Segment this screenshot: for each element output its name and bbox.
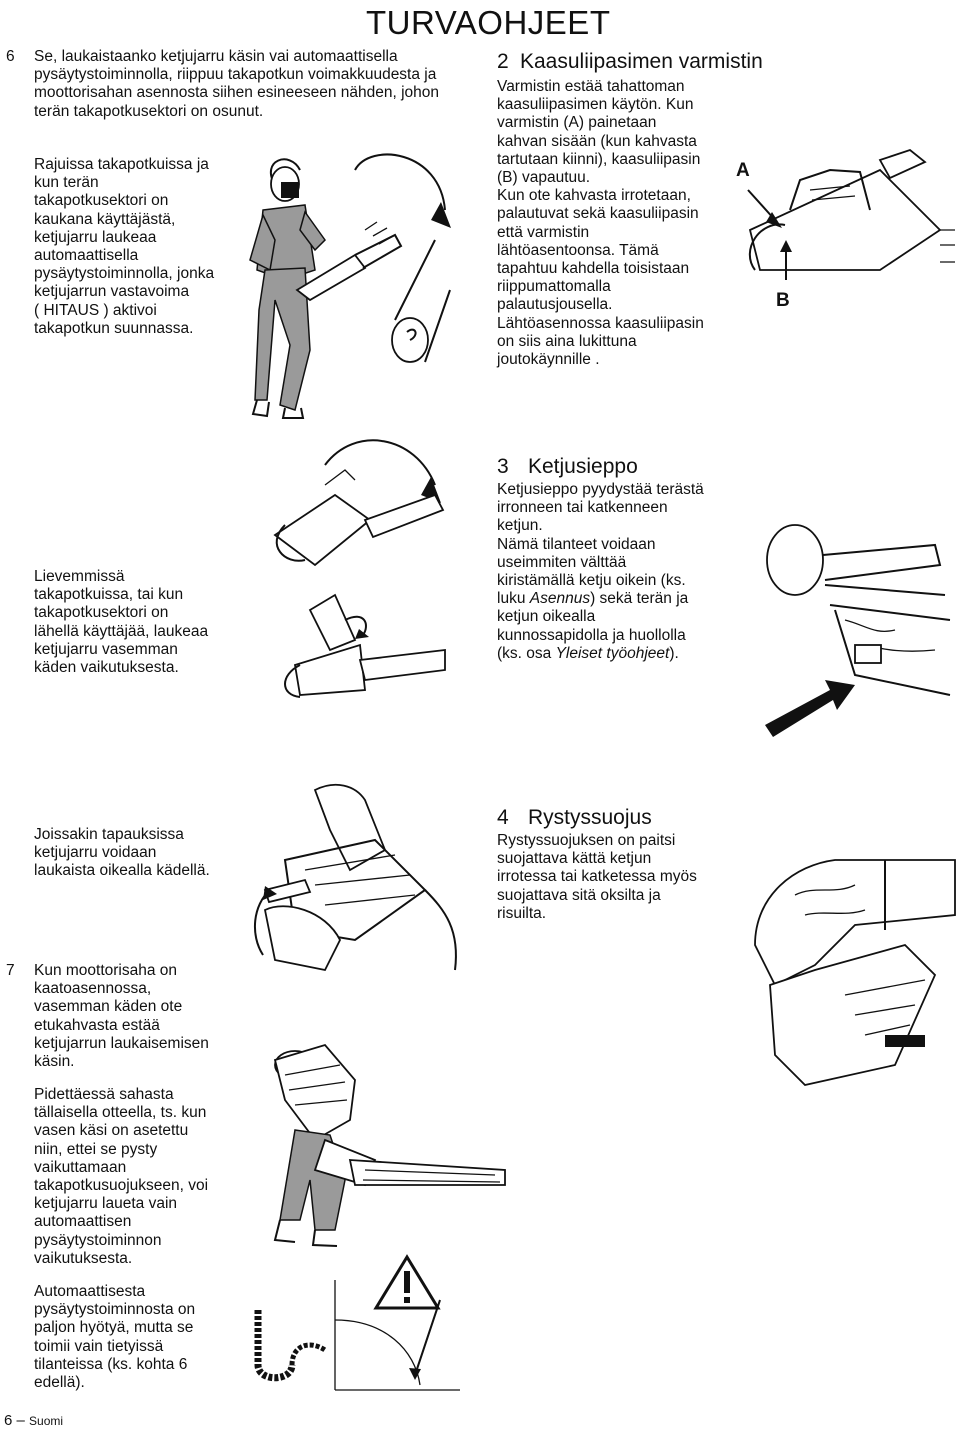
section-3-number: 3 <box>497 455 509 478</box>
chain-catcher-illustration <box>745 525 950 745</box>
page-number: 6 <box>4 1412 13 1429</box>
section-3-text-end: ). <box>669 644 679 662</box>
section-2-title: Kaasuliipasimen varmistin <box>520 50 763 73</box>
section-4-title: Rystyssuojus <box>528 806 652 829</box>
throttle-lockout-illustration <box>730 150 955 320</box>
section-2-text: Varmistin estää tahattoman kaasuliipasimen käytön. Kun varmistin (A) painetaan kahvan sisään (kun kahvasta tartutaan kiinni), kaasuliipasin (B) vapautuu. Kun ote kahvasta irrotetaan, palautuvat sekä kaasuliipasin että varmistin lähtöasentoonsa. Tämä tapahtuu kahdella toisistaan riippumattomalla palautusjousella. Lähtöasennossa kaasuliipasin on siis aina lukittuna joutokäynnille . <box>497 78 704 369</box>
right-hand-paragraph: Joissakin tapauksissa ketjujarru voidaan laukaista oikealla kädellä. <box>34 826 210 880</box>
item-7-text: Kun moottorisaha on kaatoasennossa, vasemman käden ote etukahvasta estää ketjujarrun laukaisemisen käsin. <box>34 962 209 1071</box>
section-3-text-mid: ) sekä terän ja ketjun oikealla kunnossapidolla ja huollolla (ks. osa <box>497 590 689 662</box>
section-3-text-main: Ketjusieppo pyydystää terästä irronneen tai katkenneen ketjun. Nämä tilanteet voidaan useimmiten välttää kiristämällä ketju oikein (ks. luku <box>497 481 704 608</box>
label-a: A <box>736 160 750 181</box>
knuckle-guard-illustration <box>735 855 955 1095</box>
footer-dash: – <box>16 1412 25 1429</box>
label-b: B <box>776 290 790 311</box>
chainsaw-kickback-illustration <box>255 425 455 735</box>
section-3-link-yleiset: Yleiset työohjeet <box>555 644 670 662</box>
section-3-link-asennus: Asennus <box>529 590 591 608</box>
section-4-number: 4 <box>497 806 509 829</box>
item-6-number: 6 <box>6 48 15 65</box>
section-2-number: 2 <box>497 50 509 73</box>
footer <box>4 1412 63 1429</box>
hand-on-handle-illustration <box>245 780 470 975</box>
strong-kickback-paragraph: Rajuissa takapotkuissa ja kun terän takapotkusektori on kaukana käyttäjästä, ketjujarru laukeaa automaattisella pysäytystoiminnolla, jonka ketjujarrun vastavoima ( HITAUS ) aktivoi takapotkun suunnassa. <box>34 156 215 337</box>
auto-paragraph: Automaattisesta pysäytystoiminnosta on paljon hyötyä, mutta se toimii vain tietyissä tilanteissa (ks. kohta 6 edellä). <box>34 1283 196 1392</box>
section-3-text <box>497 481 704 663</box>
felling-grip-illustration <box>255 1020 515 1250</box>
operator-kickback-illustration <box>245 150 460 420</box>
section-4-text: Rystyssuojuksen on paitsi suojattava kättä ketjun irrotessa tai katketessa myös suojattava sitä oksilta ja risuilta. <box>497 832 697 922</box>
section-3-title: Ketjusieppo <box>528 455 638 478</box>
mild-kickback-paragraph: Lievemmissä takapotkuissa, tai kun takapotkusektori on lähellä käyttäjää, laukeaa ketjujarru vasemman käden vaikutuksesta. <box>34 568 209 677</box>
chain-illustration <box>250 1300 360 1385</box>
item-6-text: Se, laukaistaanko ketjujarru käsin vai automaattisella pysäytystoiminnolla, riippuu takapotkun voimakkuudesta ja moottorisahan asennosta siihen esineeseen nähden, johon terän takapotkusektori on osunut. <box>34 48 440 120</box>
item-7-number: 7 <box>6 962 15 979</box>
hold-paragraph: Pidettäessä sahasta tällaisella otteella, ts. kun vasen käsi on asetettu niin, ettei se pysty vaikuttamaan takapotkusuojukseen, voi ketjujarru laueta vain automaattisen pysäytystoiminnon vaikutuksesta. <box>34 1086 209 1267</box>
page-header-title: TURVAOHJEET <box>366 4 611 41</box>
footer-language: Suomi <box>29 1414 64 1428</box>
